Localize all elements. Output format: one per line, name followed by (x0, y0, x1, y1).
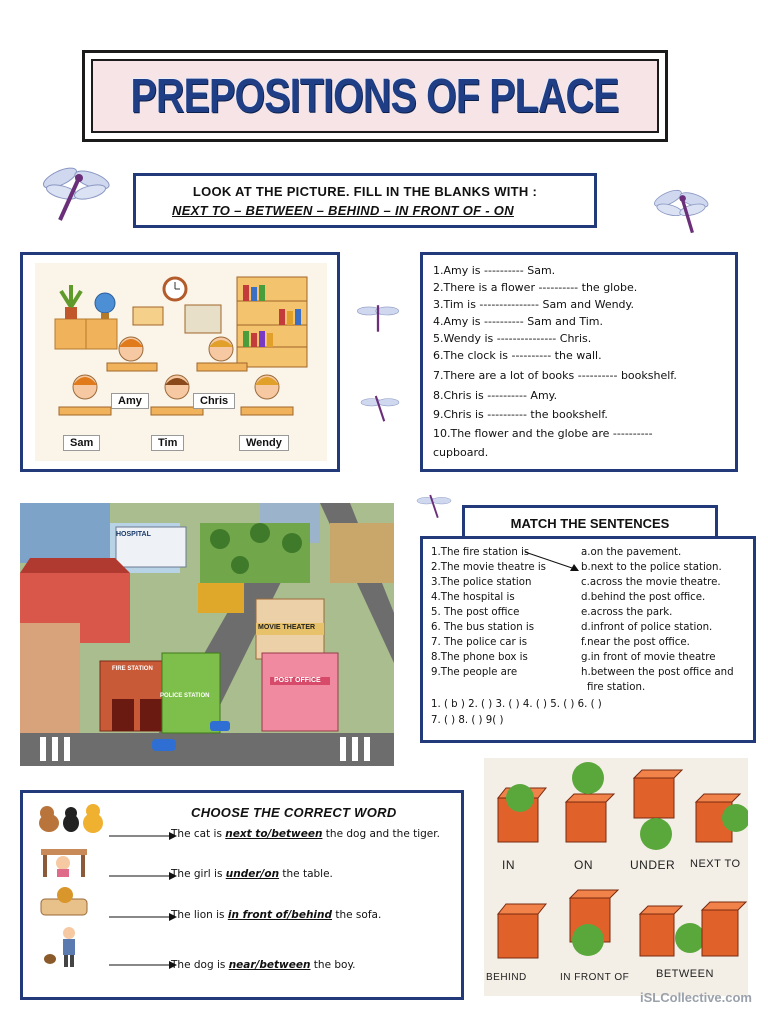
match-left-item: 3.The police station (431, 577, 532, 588)
choose-sentence-1 (171, 828, 440, 840)
city-picture (20, 503, 394, 766)
dragonfly-icon (352, 296, 404, 334)
exercise-line: 5.Wendy is --------------- Chris. (433, 332, 592, 345)
movie-theater-sign: MOVIE THEATER (258, 624, 316, 631)
prep-label-in-front-of: IN FRONT OF (560, 972, 630, 983)
exercise-line: 4.Amy is ---------- Sam and Tim. (433, 315, 603, 328)
prep-label-next-to: NEXT TO (690, 858, 741, 870)
match-right-item: c.across the movie theatre. (581, 577, 721, 588)
match-right-item: fire station. (587, 682, 646, 693)
word-options[interactable]: under/on (225, 868, 280, 880)
exercise-line: 9.Chris is ---------- the bookshelf. (433, 408, 608, 421)
preposition-boxes-picture (484, 758, 748, 996)
match-sentences-box (420, 536, 756, 743)
name-label-chris: Chris (193, 393, 235, 409)
sentence-text: the table. (279, 868, 333, 880)
dragonfly-icon (650, 178, 712, 240)
match-right-item: d.infront of police station. (581, 622, 713, 633)
exercise-line: 3.Tim is --------------- Sam and Wendy. (433, 298, 634, 311)
girl-table-icon (37, 841, 91, 879)
exercise-line: 6.The clock is ---------- the wall. (433, 349, 602, 362)
post-office-sign: POST OFFICE (274, 677, 321, 684)
title-banner (82, 50, 668, 142)
arrow-icon (109, 960, 179, 970)
fill-blanks-box (420, 252, 738, 472)
city-illustration (20, 503, 394, 766)
answer-line-1: 1. ( b ) 2. ( ) 3. ( ) 4. ( ) 5. ( ) 6. ( ) (431, 699, 602, 710)
sentence-text: The lion is (171, 909, 228, 921)
example-arrow-icon (523, 549, 581, 573)
preposition-boxes-illustration (484, 758, 748, 996)
boy-dog-icon (41, 925, 87, 969)
match-right-item: d.behind the post office. (581, 592, 706, 603)
choose-heading: CHOOSE THE CORRECT WORD (191, 805, 397, 820)
match-left-item: 8.The phone box is (431, 652, 528, 663)
classroom-picture (20, 252, 340, 472)
dragonfly-icon (416, 486, 452, 522)
instructions-line-1: LOOK AT THE PICTURE. FILL IN THE BLANKS WITH : (192, 184, 538, 199)
sentence-text: the boy. (310, 959, 356, 971)
lion-sofa-icon (37, 885, 91, 921)
exercise-line: 8.Chris is ---------- Amy. (433, 389, 558, 402)
footer-watermark: iSLCollective.com (640, 990, 752, 1005)
word-options[interactable]: in front of/behind (227, 909, 333, 921)
dragonfly-icon (38, 158, 114, 224)
name-label-tim: Tim (151, 435, 184, 451)
match-right-item: f.near the post office. (581, 637, 690, 648)
instructions-word-bank: NEXT TO – BETWEEN – BEHIND – IN FRONT OF - ON (172, 203, 514, 218)
prep-label-behind: BEHIND (486, 972, 527, 983)
police-station-sign: POLICE STATION (160, 693, 210, 699)
sentence-text: the dog and the tiger. (322, 828, 440, 840)
sentence-text: The cat is (171, 828, 226, 840)
exercise-line: cupboard. (433, 446, 489, 459)
hospital-sign: HOSPITAL (116, 531, 151, 538)
sentence-text: The dog is (171, 959, 229, 971)
word-options[interactable]: next to/between (225, 828, 323, 840)
classroom-illustration (35, 263, 327, 461)
match-right-item: h.between the post office and (581, 667, 734, 678)
match-left-item: 6. The bus station is (431, 622, 535, 633)
page-title: PREPOSITIONS OF PLACE (131, 69, 619, 123)
name-label-wendy: Wendy (239, 435, 289, 451)
choose-sentence-4 (171, 959, 356, 971)
choose-sentence-3 (171, 909, 381, 921)
dragonfly-icon (360, 388, 400, 424)
match-heading-box (462, 505, 718, 539)
sentence-text: the sofa. (332, 909, 382, 921)
match-right-item: a.on the pavement. (581, 547, 682, 558)
prep-label-under: UNDER (630, 858, 676, 872)
prep-label-between: BETWEEN (656, 968, 714, 980)
match-left-item: 2.The movie theatre is (431, 562, 546, 573)
exercise-line: 1.Amy is ---------- Sam. (433, 264, 556, 277)
prep-label-in: IN (502, 858, 515, 872)
name-label-sam: Sam (63, 435, 100, 451)
sentence-text: The girl is (171, 868, 226, 880)
title-banner-inner (91, 59, 659, 133)
prep-label-on: ON (574, 858, 593, 872)
exercise-line: 10.The flower and the globe are ---------- (433, 427, 653, 440)
arrow-icon (109, 831, 179, 841)
match-left-item: 1.The fire station is (431, 547, 530, 558)
match-left-item: 4.The hospital is (431, 592, 515, 603)
arrow-icon (109, 912, 179, 922)
match-left-item: 5. The post office (431, 607, 520, 618)
choose-sentence-2 (171, 868, 333, 880)
match-right-item: e.across the park. (581, 607, 673, 618)
match-left-item: 7. The police car is (431, 637, 528, 648)
instructions-box (133, 173, 597, 228)
match-right-item: g.in front of movie theatre (581, 652, 716, 663)
animals-icon (35, 801, 105, 837)
choose-word-box (20, 790, 464, 1000)
fire-station-sign: FIRE STATION (112, 666, 153, 672)
match-left-item: 9.The people are (431, 667, 518, 678)
arrow-icon (109, 871, 179, 881)
exercise-line: 2.There is a flower ---------- the globe. (433, 281, 638, 294)
exercise-line: 7.There are a lot of books ---------- bookshelf. (433, 369, 677, 382)
word-options[interactable]: near/between (228, 959, 311, 971)
answer-line-2: 7. ( ) 8. ( ) 9( ) (431, 715, 504, 726)
match-heading: MATCH THE SENTENCES (510, 516, 670, 531)
match-right-item: b.next to the police station. (581, 562, 722, 573)
name-label-amy: Amy (111, 393, 149, 409)
